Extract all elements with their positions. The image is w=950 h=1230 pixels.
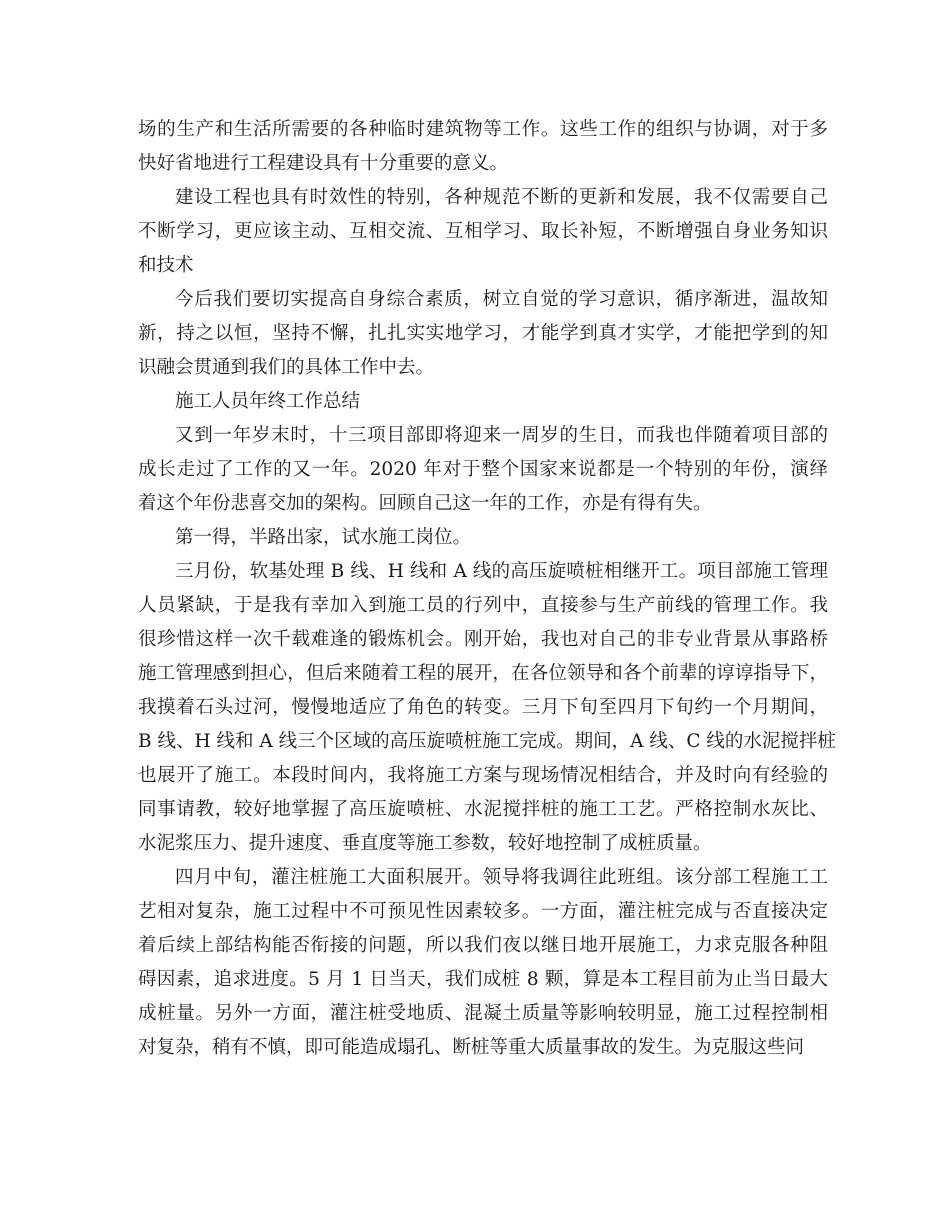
text-line: 对复杂，稍有不慎，即可能造成塌孔、断桩等重大质量事故的发生。为克服这些问 bbox=[138, 1037, 805, 1058]
text-line: 碍因素，追求进度。5 月 1 日当天，我们成桩 8 颗，算是本工程目前为止当日最大 bbox=[138, 969, 828, 990]
text-line: 不断学习，更应该主动、互相交流、互相学习、取长补短，不断增强自身业务知识 bbox=[138, 221, 828, 242]
text-line: 和技术 bbox=[138, 255, 194, 276]
text-line: 成桩量。另外一方面，灌注桩受地质、混凝土质量等影响较明显，施工过程控制相 bbox=[138, 1003, 828, 1024]
text-line: 施工管理感到担心，但后来随着工程的展开，在各位领导和各个前辈的谆谆指导下， bbox=[138, 663, 828, 684]
text-line: 今后我们要切实提高自身综合素质，树立自觉的学习意识，循序渐进，温故知 bbox=[175, 289, 828, 310]
text-line: 也展开了施工。本段时间内，我将施工方案与现场情况相结合，并及时向有经验的 bbox=[138, 765, 828, 786]
paragraph bbox=[138, 113, 828, 181]
paragraph bbox=[138, 283, 828, 385]
text-line: 又到一年岁末时，十三项目部即将迎来一周岁的生日，而我也伴随着项目部的 bbox=[175, 425, 828, 446]
text-line: 艺相对复杂，施工过程中不可预见性因素较多。一方面，灌注桩完成与否直接决定 bbox=[138, 901, 828, 922]
paragraph bbox=[138, 419, 828, 521]
paragraph bbox=[138, 555, 836, 861]
paragraph bbox=[138, 385, 828, 419]
text-line: B 线、H 线和 A 线三个区域的高压旋喷桩施工完成。期间，A 线、C 线的水泥搅拌桩 bbox=[138, 731, 836, 752]
text-line: 很珍惜这样一次千载难逢的锻炼机会。刚开始，我也对自己的非专业背景从事路桥 bbox=[138, 629, 828, 650]
text-line: 人员紧缺，于是我有幸加入到施工员的行列中，直接参与生产前线的管理工作。我 bbox=[138, 595, 828, 616]
text-line: 识融会贯通到我们的具体工作中去。 bbox=[138, 357, 435, 378]
text-line: 施工人员年终工作总结 bbox=[175, 391, 361, 412]
body-text bbox=[138, 113, 836, 1065]
text-line: 水泥浆压力、提升速度、垂直度等施工参数，较好地控制了成桩质量。 bbox=[138, 833, 712, 854]
text-line: 三月份，软基处理 B 线、H 线和 A 线的高压旋喷桩相继开工。项目部施工管理 bbox=[175, 561, 828, 582]
text-line: 着后续上部结构能否衔接的问题，所以我们夜以继日地开展施工，力求克服各种阻 bbox=[138, 935, 828, 956]
text-line: 同事请教，较好地掌握了高压旋喷桩、水泥搅拌桩的施工工艺。严格控制水灰比、 bbox=[138, 799, 828, 820]
text-line: 第一得，半路出家，试水施工岗位。 bbox=[175, 527, 472, 548]
text-line: 成长走过了工作的又一年。2020 年对于整个国家来说都是一个特别的年份，演绎 bbox=[138, 459, 828, 480]
text-line: 四月中旬，灌注桩施工大面积展开。领导将我调往此班组。该分部工程施工工 bbox=[175, 867, 828, 888]
text-line: 我摸着石头过河，慢慢地适应了角色的转变。三月下旬至四月下旬约一个月期间， bbox=[138, 697, 828, 718]
text-line: 新，持之以恒，坚持不懈，扎扎实实地学习，才能学到真才实学，才能把学到的知 bbox=[138, 323, 828, 344]
paragraph bbox=[138, 521, 828, 555]
text-line: 快好省地进行工程建设具有十分重要的意义。 bbox=[138, 153, 509, 174]
text-line: 场的生产和生活所需要的各种临时建筑物等工作。这些工作的组织与协调，对于多 bbox=[138, 119, 828, 140]
text-line: 着这个年份悲喜交加的架构。回顾自己这一年的工作，亦是有得有失。 bbox=[138, 493, 712, 514]
text-line: 建设工程也具有时效性的特别，各种规范不断的更新和发展，我不仅需要自己 bbox=[175, 187, 828, 208]
paragraph bbox=[138, 181, 828, 283]
paragraph bbox=[138, 861, 828, 1065]
